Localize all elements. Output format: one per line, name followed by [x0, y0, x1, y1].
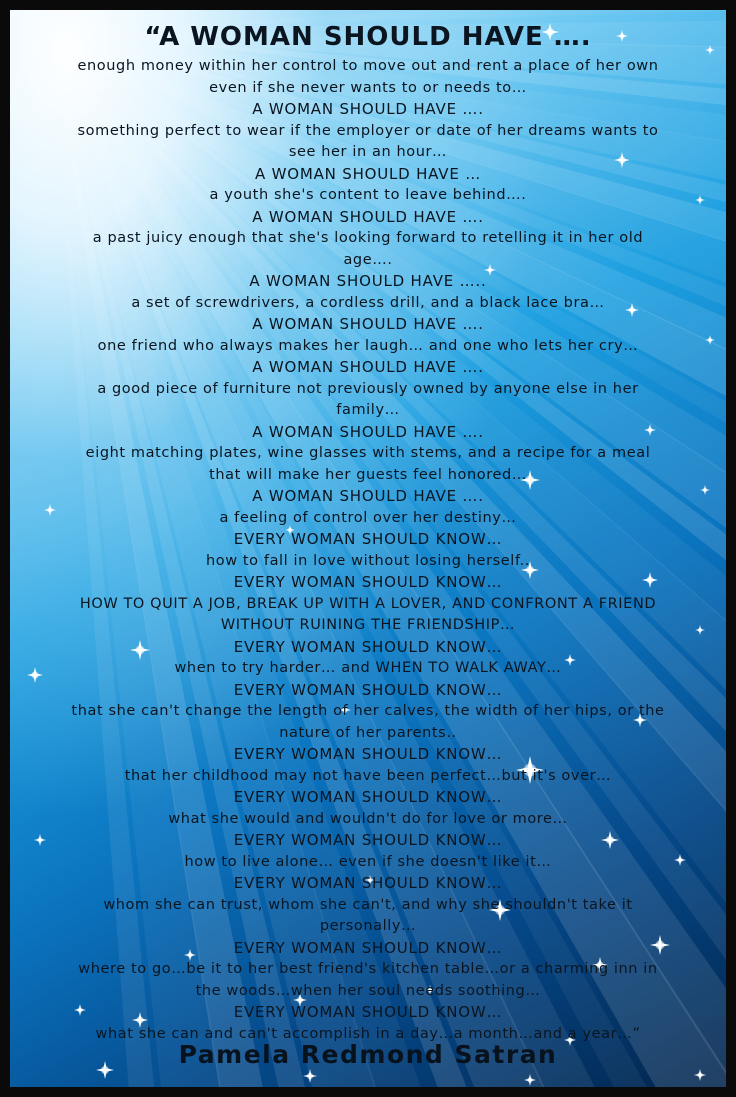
poem-line: EVERY WOMAN SHOULD KNOW…	[233, 573, 503, 591]
poem-line: what she can and can't accomplish in a day…a month…and a year…”	[95, 1025, 641, 1042]
poem-line: EVERY WOMAN SHOULD KNOW…	[233, 788, 503, 806]
poem-line: personally…	[319, 918, 417, 934]
poem-text	[10, 22, 726, 1045]
poem-line: EVERY WOMAN SHOULD KNOW…	[233, 938, 503, 957]
poem-line: EVERY WOMAN SHOULD KNOW…	[233, 680, 503, 699]
poem-line: enough money within her control to move out and rent a place of her own	[77, 58, 659, 74]
poem-line: how to live alone… even if she doesn't like it…	[184, 853, 552, 870]
poem-line: whom she can trust, whom she can't, and why she shouldn't take it	[103, 896, 633, 913]
poem-line: that will make her guests feel honored…	[209, 466, 527, 483]
poem-line: a feeling of control over her destiny…	[219, 509, 517, 526]
poem-line: see her in an hour…	[288, 144, 448, 160]
poem-line: EVERY WOMAN SHOULD KNOW…	[233, 1003, 503, 1021]
poem-line: A WOMAN SHOULD HAVE ….	[252, 100, 484, 118]
poem-line: how to fall in love without losing herself..	[205, 552, 531, 569]
poem-line: family…	[336, 402, 400, 418]
author-name: Pamela Redmond Satran	[178, 1040, 558, 1069]
poem-line: A WOMAN SHOULD HAVE ….	[252, 358, 484, 376]
poem-line: even if she never wants to or needs to…	[209, 79, 527, 96]
poem-line: that she can't change the length of her calves, the width of her hips, or the	[71, 703, 665, 719]
poem-line: EVERY WOMAN SHOULD KNOW…	[233, 637, 503, 656]
poem-line: WITHOUT RUINING THE FRIENDSHIP…	[220, 617, 516, 633]
poem-line: one friend who always makes her laugh… and one who lets her cry…	[97, 337, 639, 354]
poem-line: a good piece of furniture not previously owned by anyone else in her	[97, 380, 639, 397]
poem-line: when to try harder… and WHEN TO WALK AWAY…	[174, 660, 562, 676]
poem-line: eight matching plates, wine glasses with stems, and a recipe for a meal	[85, 445, 651, 461]
poem-poster	[10, 10, 726, 1087]
sparkle-star	[694, 1069, 706, 1081]
poem-line: a youth she's content to leave behind….	[209, 187, 527, 203]
poem-line: EVERY WOMAN SHOULD KNOW…	[233, 831, 503, 849]
poem-line: EVERY WOMAN SHOULD KNOW…	[233, 745, 503, 763]
poem-line: A WOMAN SHOULD HAVE ….	[252, 422, 484, 441]
poem-line: something perfect to wear if the employer or date of her dreams wants to	[77, 122, 659, 139]
poem-line: A WOMAN SHOULD HAVE ….	[252, 207, 484, 226]
poem-line: EVERY WOMAN SHOULD KNOW…	[233, 874, 503, 892]
poem-line: HOW TO QUIT A JOB, BREAK UP WITH A LOVER, AND CONFRONT A FRIEND	[79, 595, 657, 612]
poem-line: a set of screwdrivers, a cordless drill, and a black lace bra…	[131, 294, 605, 311]
sparkle-star	[524, 1074, 536, 1086]
poem-line: nature of her parents..	[279, 724, 457, 741]
poem-line: age….	[343, 251, 393, 268]
poem-line: the woods…when her soul needs soothing…	[195, 982, 541, 999]
poem-line: A WOMAN SHOULD HAVE …..	[249, 272, 487, 290]
poem-lines	[10, 56, 726, 1045]
poem-heading: “A WOMAN SHOULD HAVE ….	[144, 22, 592, 52]
poem-line: A WOMAN SHOULD HAVE ….	[252, 315, 484, 333]
sparkle-star	[303, 1069, 317, 1083]
poem-line: where to go…be it to her best friend's kitchen table…or a charming inn in	[78, 961, 658, 977]
poem-line: A WOMAN SHOULD HAVE …	[254, 164, 481, 183]
poem-line: a past juicy enough that she's looking forward to retelling it in her old	[92, 230, 644, 246]
poem-line: what she would and wouldn't do for love or more…	[168, 810, 568, 827]
poem-line: A WOMAN SHOULD HAVE ….	[252, 487, 484, 505]
poem-line: EVERY WOMAN SHOULD KNOW…	[233, 530, 503, 548]
poem-line: that her childhood may not have been perfect…but it's over…	[124, 767, 612, 784]
